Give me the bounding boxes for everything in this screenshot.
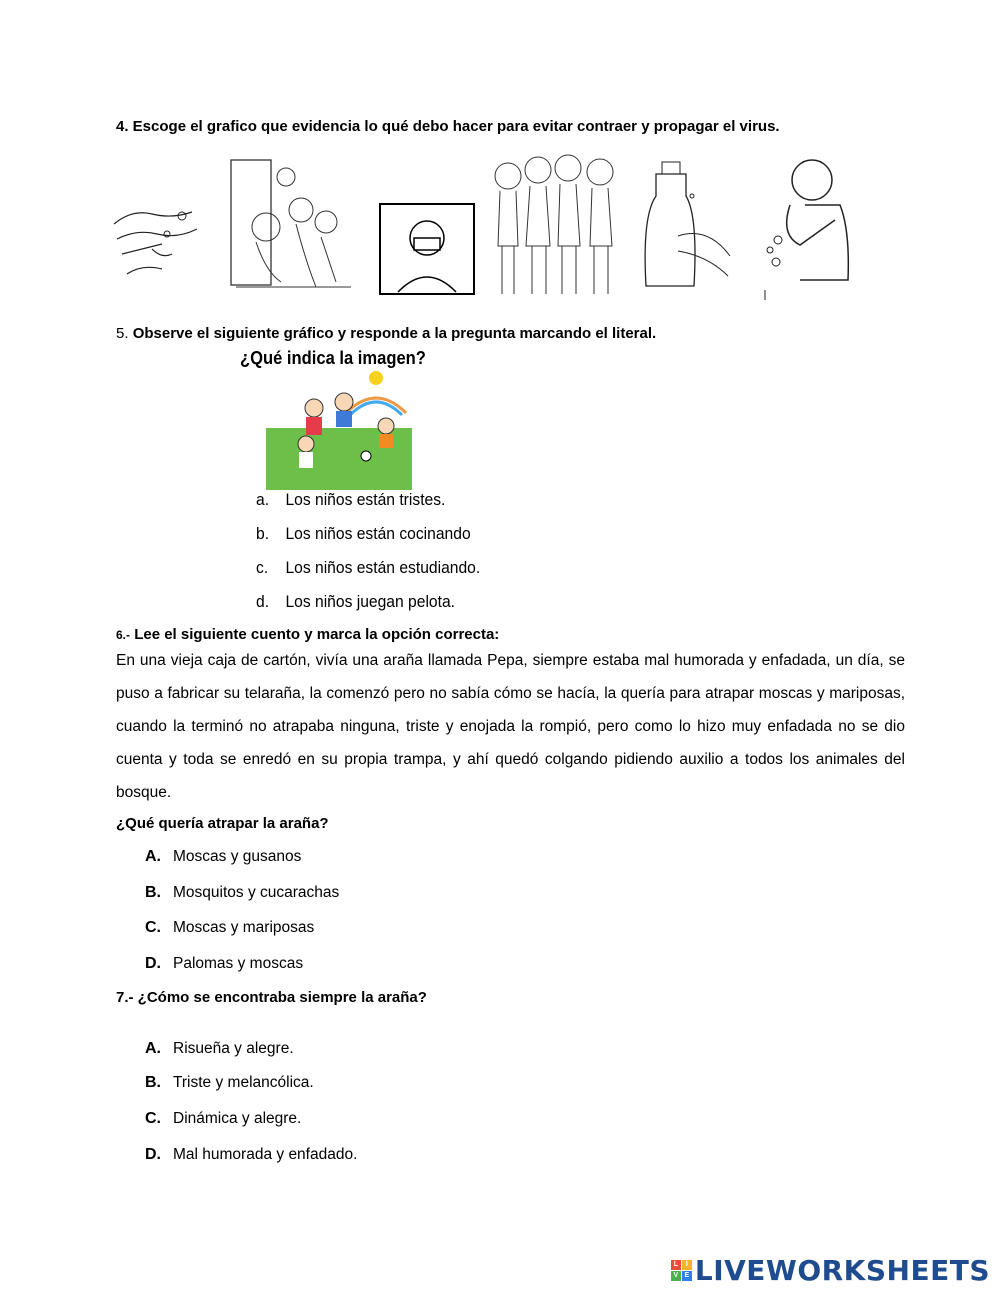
kids-playing-image[interactable] xyxy=(266,368,412,490)
q5-option-a[interactable]: a. Los niños están tristes. xyxy=(256,490,446,509)
question-5-title xyxy=(116,325,656,342)
q6-option-b[interactable]: B. Mosquitos y cucarachas xyxy=(145,884,340,901)
liveworksheets-logo[interactable] xyxy=(671,1254,990,1287)
q6-option-c[interactable]: C. Moscas y mariposas xyxy=(145,919,315,936)
question-7-title: 7.- ¿Cómo se encontraba siempre la araña? xyxy=(116,989,427,1006)
sun-icon xyxy=(369,371,383,385)
children-holding-hands-drawing[interactable] xyxy=(490,146,622,298)
question-6-number: 6.- xyxy=(116,628,131,642)
children-group-drawing[interactable] xyxy=(226,152,356,294)
q6-option-a[interactable]: A. Moscas y gusanos xyxy=(145,848,302,865)
sneezing-elbow-drawing[interactable] xyxy=(760,150,852,304)
question-5-prompt: ¿Qué indica la imagen? xyxy=(240,348,426,368)
q4-image-row xyxy=(112,142,852,304)
story-paragraph: En una vieja caja de cartón, vivía una araña llamada Pepa, siempre estaba mal humorada y enfadada, un día, se puso a fabricar su telaraña, la comenzó pero no sabía cómo se hacía, la quería para atrapar moscas y mariposas, cuando la terminó no atrapaba ninguna, triste y enojada la rompió, pero como lo hizo muy enfadada no se dio cuenta y toda se enredó en su propia trampa, y ahí quedó colgando pidiendo auxilio a todos los animales del bosque. xyxy=(116,652,905,801)
q6-option-d[interactable]: D. Palomas y moscas xyxy=(145,955,304,972)
handwashing-drawing[interactable] xyxy=(112,194,202,284)
logo-blocks-icon: L I V E xyxy=(671,1260,692,1281)
question-4-title: 4. Escoge el grafico que evidencia lo qué debo hacer para evitar contraer y propagar el virus. xyxy=(116,118,780,135)
q7-option-a[interactable]: A. Risueña y alegre. xyxy=(145,1040,294,1057)
q5-option-c[interactable]: c. Los niños están estudiando. xyxy=(256,558,481,577)
question-5-text: Observe el siguiente gráfico y responde a la pregunta marcando el literal. xyxy=(132,325,657,342)
q5-option-b[interactable]: b. Los niños están cocinando xyxy=(256,524,471,543)
q7-option-c[interactable]: C. Dinámica y alegre. xyxy=(145,1110,302,1127)
logo-text: LIVEWORKSHEETS xyxy=(694,1254,990,1287)
question-5-number: 5. xyxy=(116,325,129,342)
question-6-prompt: ¿Qué quería atrapar la araña? xyxy=(116,815,329,832)
ball-icon xyxy=(361,451,371,461)
question-6-title xyxy=(116,626,499,643)
q7-option-d[interactable]: D. Mal humorada y enfadado. xyxy=(145,1146,358,1163)
masked-boy-drawing[interactable] xyxy=(378,202,476,296)
question-6-text: Lee el siguiente cuento y marca la opción correcta: xyxy=(134,626,500,643)
q5-option-d[interactable]: d. Los niños juegan pelota. xyxy=(256,592,456,611)
q7-option-b[interactable]: B. Triste y melancólica. xyxy=(145,1074,314,1091)
hand-sanitizer-drawing[interactable] xyxy=(638,156,734,298)
